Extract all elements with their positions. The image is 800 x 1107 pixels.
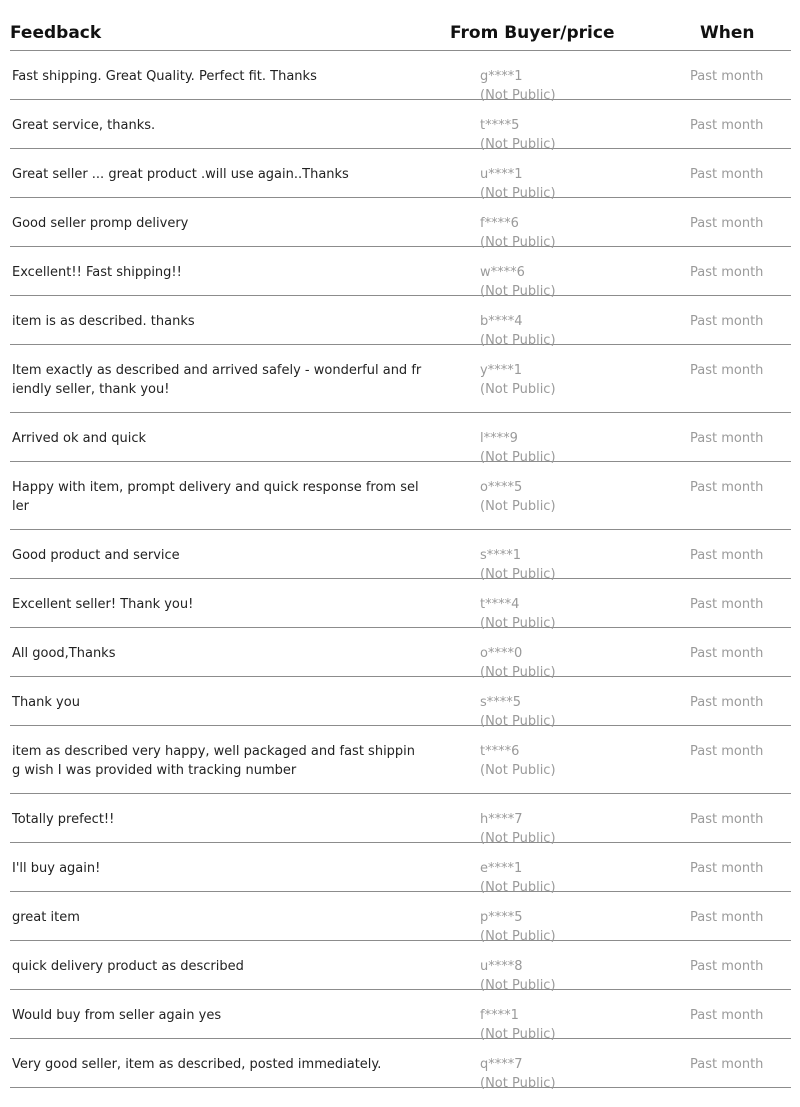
- buyer-cell: [480, 361, 640, 399]
- feedback-text: item as described very happy, well packaged and fast shipping wish I was provided with tracking number: [12, 744, 416, 778]
- feedback-text: Fast shipping. Great Quality. Perfect fit. Thanks: [12, 69, 317, 84]
- table-row: [10, 677, 791, 729]
- buyer-name: y****1: [480, 363, 522, 378]
- when-text: Past month: [690, 861, 764, 876]
- when-text: Past month: [690, 959, 764, 974]
- header-from-buyer: From Buyer/price: [450, 23, 615, 43]
- buyer-visibility: (Not Public): [480, 929, 556, 944]
- buyer-visibility: (Not Public): [480, 284, 556, 299]
- buyer-name: u****1: [480, 167, 523, 182]
- feedback-text: great item: [12, 910, 80, 925]
- table-row: [10, 990, 791, 1042]
- feedback-text: Great seller ... great product .will use again..Thanks: [12, 167, 349, 182]
- table-row: [10, 413, 791, 465]
- feedback-text: Happy with item, prompt delivery and quick response from seller: [12, 480, 419, 514]
- feedback-text: quick delivery product as described: [12, 959, 244, 974]
- table-row: [10, 462, 791, 530]
- buyer-name: h****7: [480, 812, 523, 827]
- feedback-text: Excellent!! Fast shipping!!: [12, 265, 182, 280]
- table-row: [10, 941, 791, 993]
- header-feedback: Feedback: [10, 23, 102, 43]
- feedback-text: Arrived ok and quick: [12, 431, 147, 446]
- buyer-visibility: (Not Public): [480, 499, 556, 514]
- table-row: [10, 247, 791, 299]
- feedback-text: Item exactly as described and arrived safely - wonderful and friendly seller, thank you!: [12, 363, 422, 397]
- buyer-cell: [480, 478, 640, 516]
- when-text: Past month: [690, 314, 764, 329]
- when-text: Past month: [690, 216, 764, 231]
- when-text: Past month: [690, 431, 764, 446]
- buyer-visibility: (Not Public): [480, 714, 556, 729]
- feedback-text: Totally prefect!!: [12, 812, 115, 827]
- table-row: [10, 843, 791, 895]
- table-row: [10, 100, 791, 152]
- feedback-text: Excellent seller! Thank you!: [12, 597, 194, 612]
- table-row: [10, 149, 791, 201]
- table-row: [10, 628, 791, 680]
- feedback-text: I'll buy again!: [12, 861, 101, 876]
- buyer-visibility: (Not Public): [480, 333, 556, 348]
- feedback-text: Thank you: [12, 695, 80, 710]
- buyer-visibility: (Not Public): [480, 567, 556, 582]
- when-text: Past month: [690, 812, 764, 827]
- feedback-text: Good seller promp delivery: [12, 216, 189, 231]
- when-text: Past month: [690, 1057, 764, 1072]
- feedback-text: Would buy from seller again yes: [12, 1008, 222, 1023]
- when-text: Past month: [690, 69, 764, 84]
- when-text: Past month: [690, 167, 764, 182]
- buyer-visibility: (Not Public): [480, 186, 556, 201]
- feedback-text: item is as described. thanks: [12, 314, 195, 329]
- buyer-visibility: (Not Public): [480, 382, 556, 397]
- buyer-visibility: (Not Public): [480, 1027, 556, 1042]
- buyer-name: e****1: [480, 861, 523, 876]
- when-text: Past month: [690, 646, 764, 661]
- buyer-visibility: (Not Public): [480, 1076, 556, 1091]
- buyer-name: f****1: [480, 1008, 519, 1023]
- buyer-name: t****6: [480, 744, 520, 759]
- table-row: [10, 345, 791, 413]
- table-row: [10, 530, 791, 582]
- when-text: Past month: [690, 480, 764, 495]
- buyer-name: t****5: [480, 118, 520, 133]
- buyer-name: b****4: [480, 314, 523, 329]
- buyer-name: o****5: [480, 480, 523, 495]
- buyer-name: s****1: [480, 548, 522, 563]
- header-when: When: [700, 23, 755, 43]
- table-row: [10, 51, 791, 103]
- when-text: Past month: [690, 1008, 764, 1023]
- feedback-text: Great service, thanks.: [12, 118, 156, 133]
- buyer-name: l****9: [480, 431, 518, 446]
- table-row: [10, 1039, 791, 1091]
- table-row: [10, 198, 791, 250]
- buyer-visibility: (Not Public): [480, 137, 556, 152]
- buyer-cell: [480, 742, 640, 780]
- buyer-visibility: (Not Public): [480, 450, 556, 465]
- table-row: [10, 296, 791, 348]
- buyer-name: f****6: [480, 216, 519, 231]
- buyer-name: s****5: [480, 695, 522, 710]
- table-row: [10, 579, 791, 631]
- when-text: Past month: [690, 597, 764, 612]
- when-text: Past month: [690, 548, 764, 563]
- when-text: Past month: [690, 265, 764, 280]
- table-body: [10, 51, 791, 1091]
- buyer-visibility: (Not Public): [480, 616, 556, 631]
- buyer-name: w****6: [480, 265, 525, 280]
- buyer-name: o****0: [480, 646, 523, 661]
- when-text: Past month: [690, 118, 764, 133]
- feedback-text: Very good seller, item as described, posted immediately.: [12, 1057, 382, 1072]
- feedback-text: All good,Thanks: [12, 646, 116, 661]
- buyer-visibility: (Not Public): [480, 235, 556, 250]
- when-text: Past month: [690, 363, 764, 378]
- buyer-name: g****1: [480, 69, 523, 84]
- table-row: [10, 892, 791, 944]
- buyer-name: p****5: [480, 910, 523, 925]
- when-text: Past month: [690, 695, 764, 710]
- buyer-visibility: (Not Public): [480, 763, 556, 778]
- buyer-visibility: (Not Public): [480, 88, 556, 103]
- table-row: [10, 794, 791, 846]
- feedback-text: Good product and service: [12, 548, 180, 563]
- buyer-name: q****7: [480, 1057, 523, 1072]
- buyer-visibility: (Not Public): [480, 880, 556, 895]
- table-header: [10, 0, 791, 51]
- buyer-visibility: (Not Public): [480, 978, 556, 993]
- when-text: Past month: [690, 910, 764, 925]
- buyer-cell: [480, 1055, 640, 1093]
- buyer-name: u****8: [480, 959, 523, 974]
- buyer-visibility: (Not Public): [480, 831, 556, 846]
- table-row: [10, 726, 791, 794]
- buyer-visibility: (Not Public): [480, 665, 556, 680]
- when-text: Past month: [690, 744, 764, 759]
- buyer-name: t****4: [480, 597, 520, 612]
